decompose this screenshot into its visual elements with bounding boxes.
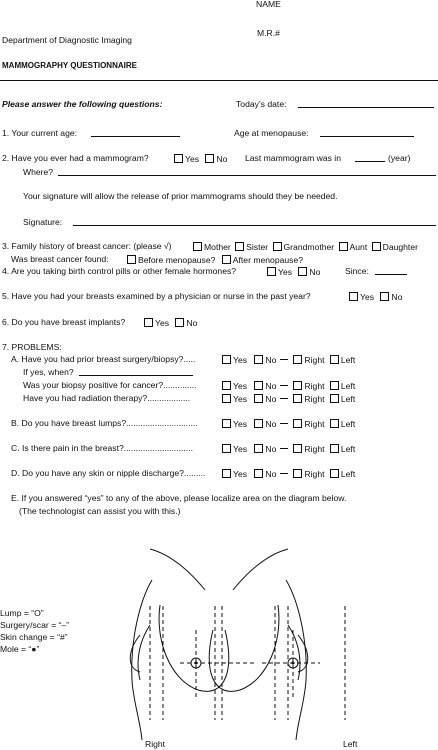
right-breast-side — [138, 625, 150, 680]
q5-options — [349, 292, 402, 302]
q7c-right-label: Right — [304, 444, 325, 454]
radiation-right-label: Right — [304, 394, 325, 404]
q5-question: 5. Have you had your breasts examined by a physician or nurse in the past year? — [2, 291, 311, 301]
q7a-yes-checkbox[interactable] — [222, 355, 231, 364]
biopsy-no-label: No — [265, 381, 277, 391]
left-breast-outline — [209, 605, 279, 691]
since-field[interactable] — [375, 274, 407, 275]
radiation-left-label: Left — [340, 394, 356, 404]
daughter-label: Daughter — [382, 242, 418, 252]
radiation-no-label: No — [265, 394, 277, 404]
q7d-right-label: Right — [304, 469, 325, 479]
name-label: NAME — [256, 0, 281, 9]
after-menopause-label: After menopause? — [232, 255, 304, 265]
q7a-question: A. Have you had prior breast surgery/biopsy?..... — [11, 354, 196, 364]
q7a-left-label: Left — [340, 355, 356, 365]
q7a-yes-label: Yes — [233, 355, 248, 365]
q4-yes-label: Yes — [278, 267, 293, 277]
q7b-question: B. Do you have breast lumps?.............................. — [11, 418, 198, 428]
radiation-left-checkbox[interactable] — [330, 394, 339, 403]
q7c-left-checkbox[interactable] — [330, 444, 339, 453]
q7d-no-checkbox[interactable] — [254, 469, 263, 478]
q5-no-label: No — [391, 292, 403, 302]
q7d-no-label: No — [265, 469, 277, 479]
todays-date-label: Today’s date: — [236, 99, 287, 109]
q7b-left-label: Left — [340, 419, 356, 429]
todays-date-field[interactable] — [298, 107, 434, 108]
left-shoulder-outline — [286, 580, 306, 740]
q7-title: 7. PROBLEMS: — [2, 342, 62, 352]
right-breast-outline — [159, 605, 229, 691]
q7c-yes-checkbox[interactable] — [222, 444, 231, 453]
q7c-question: C. Is there pain in the breast?............................. — [11, 443, 193, 453]
menopause-age-field[interactable] — [320, 136, 414, 137]
q2-no-label: No — [216, 154, 228, 164]
q4-options — [267, 267, 320, 277]
left-neck-outline — [150, 549, 205, 590]
before-menopause-label: Before menopause? — [138, 255, 216, 265]
legend-lump: Lump = “O” — [0, 608, 44, 618]
biopsy-yes-label: Yes — [233, 381, 248, 391]
q7e-note: (The technologist can assist you with this.) — [19, 506, 181, 516]
q7a-when-field[interactable] — [79, 375, 193, 376]
grandmother-checkbox[interactable] — [273, 242, 282, 251]
q7c-dash — [280, 448, 288, 449]
outer-left-breast — [298, 635, 308, 672]
radiation-right-checkbox[interactable] — [293, 394, 302, 403]
q7c-right-checkbox[interactable] — [293, 444, 302, 453]
q7b-yes-checkbox[interactable] — [222, 419, 231, 428]
menopause-options — [127, 255, 303, 265]
year-label: (year) — [388, 153, 411, 163]
mother-label: Mother — [204, 242, 231, 252]
q7b-no-checkbox[interactable] — [254, 419, 263, 428]
q7a-right-checkbox[interactable] — [293, 355, 302, 364]
title-rule — [0, 80, 438, 81]
biopsy-dash — [280, 385, 288, 386]
menopause-age-label: Age at menopause: — [234, 128, 309, 138]
before-menopause-checkbox[interactable] — [127, 255, 136, 264]
q6-no-label: No — [186, 318, 198, 328]
q7d-left-label: Left — [340, 469, 356, 479]
quadrant-lines — [150, 606, 345, 720]
q7d-options — [222, 469, 355, 479]
last-mammogram-label: Last mammogram was in — [245, 153, 341, 163]
department-title: Department of Diagnostic Imaging — [2, 35, 132, 45]
cancer-found-label: Was breast cancer found: — [11, 254, 109, 264]
q6-question: 6. Do you have breast implants? — [2, 317, 126, 327]
aunt-checkbox[interactable] — [339, 242, 348, 251]
q7d-yes-checkbox[interactable] — [222, 469, 231, 478]
mr-label: M.R.# — [257, 28, 280, 38]
where-label: Where? — [23, 167, 54, 177]
sister-checkbox[interactable] — [235, 242, 244, 251]
radiation-dash — [280, 398, 288, 399]
q7b-right-label: Right — [304, 419, 325, 429]
right-shoulder-outline — [132, 580, 152, 740]
q6-yes-checkbox[interactable] — [144, 318, 153, 327]
q7a-options — [222, 355, 355, 365]
biopsy-right-checkbox[interactable] — [293, 381, 302, 390]
q3-question: 3. Family history of breast cancer: (please √) — [2, 241, 172, 251]
q2-yes-checkbox[interactable] — [174, 154, 183, 163]
right-nipple — [191, 658, 201, 668]
q7a-radiation-question: Have you had radiation therapy?.................. — [23, 393, 191, 403]
since-label: Since: — [345, 266, 369, 276]
q5-yes-checkbox[interactable] — [349, 292, 358, 301]
outer-right-breast — [130, 635, 140, 672]
q7b-right-checkbox[interactable] — [293, 419, 302, 428]
left-breast-side — [288, 625, 300, 680]
right-neck-outline — [233, 549, 288, 590]
q7a-left-checkbox[interactable] — [330, 355, 339, 364]
q7b-dash — [280, 423, 288, 424]
q6-no-checkbox[interactable] — [175, 318, 184, 327]
sister-label: Sister — [246, 242, 269, 252]
legend-mole: Mole = “●” — [0, 644, 40, 654]
q7c-no-label: No — [265, 444, 277, 454]
family-history-options — [193, 242, 418, 252]
q7c-yes-label: Yes — [233, 444, 248, 454]
signature-label: Signature: — [23, 217, 63, 227]
biopsy-no-checkbox[interactable] — [254, 381, 263, 390]
left-nipple — [288, 658, 298, 668]
q7d-right-checkbox[interactable] — [293, 469, 302, 478]
current-age-field[interactable] — [91, 136, 180, 137]
q7b-left-checkbox[interactable] — [330, 419, 339, 428]
q4-question: 4. Are you taking birth control pills or other female hormones? — [2, 266, 237, 276]
q5-yes-label: Yes — [360, 292, 375, 302]
biopsy-right-label: Right — [304, 381, 325, 391]
q7d-question: D. Do you have any skin or nipple discharge?......... — [11, 468, 206, 478]
current-age-label: 1. Your current age: — [2, 128, 78, 138]
q7b-no-label: No — [265, 419, 277, 429]
q2-no-checkbox[interactable] — [205, 154, 214, 163]
instruction-text: Please answer the following questions: — [2, 99, 163, 109]
q4-no-label: No — [309, 267, 321, 277]
q4-yes-checkbox[interactable] — [267, 267, 276, 276]
q7b-yes-label: Yes — [233, 419, 248, 429]
q5-no-checkbox[interactable] — [380, 292, 389, 301]
q7c-left-label: Left — [340, 444, 356, 454]
q7a-dash — [280, 359, 288, 360]
q7c-options — [222, 444, 355, 454]
q7a-biopsy-options — [222, 381, 355, 391]
q7a-no-checkbox[interactable] — [254, 355, 263, 364]
legend-skin: Skin change = “#” — [0, 632, 68, 642]
radiation-no-checkbox[interactable] — [254, 394, 263, 403]
q6-yes-label: Yes — [155, 318, 170, 328]
daughter-checkbox[interactable] — [372, 242, 381, 251]
q7a-right-label: Right — [304, 355, 325, 365]
aunt-label: Aunt — [349, 242, 368, 252]
form-title: MAMMOGRAPHY QUESTIONNAIRE — [2, 61, 137, 70]
q7d-yes-label: Yes — [233, 469, 248, 479]
signature-field[interactable] — [73, 225, 436, 226]
mother-checkbox[interactable] — [193, 242, 202, 251]
q7c-no-checkbox[interactable] — [254, 444, 263, 453]
q7e-instruction: E. If you answered “yes” to any of the above, please localize area on the diagram below. — [11, 493, 347, 503]
diagram-left-label: Left — [343, 739, 358, 749]
q2-question: 2. Have you ever had a mammogram? — [2, 153, 149, 163]
legend-surgery: Surgery/scar = “–” — [0, 620, 70, 630]
grandmother-label: Grandmother — [283, 242, 335, 252]
q7a-no-label: No — [265, 355, 277, 365]
radiation-yes-checkbox[interactable] — [222, 394, 231, 403]
q7b-options — [222, 419, 355, 429]
diagram-right-label: Right — [145, 739, 166, 749]
biopsy-yes-checkbox[interactable] — [222, 381, 231, 390]
q4-no-checkbox[interactable] — [298, 267, 307, 276]
after-menopause-checkbox[interactable] — [222, 255, 231, 264]
q7d-left-checkbox[interactable] — [330, 469, 339, 478]
where-field[interactable] — [58, 175, 436, 176]
q7a-biopsy-question: Was your biopsy positive for cancer?.............. — [23, 380, 197, 390]
q2-yes-label: Yes — [185, 154, 200, 164]
q7a-when-label: If yes, when? — [23, 367, 74, 377]
radiation-yes-label: Yes — [233, 394, 248, 404]
q6-options — [144, 318, 197, 328]
q2-options — [174, 154, 227, 164]
biopsy-left-checkbox[interactable] — [330, 381, 339, 390]
q7a-radiation-options — [222, 394, 355, 404]
last-mammogram-year-field[interactable] — [355, 161, 385, 162]
q7d-dash — [280, 473, 288, 474]
signature-note: Your signature will allow the release of prior mammograms should they be needed. — [23, 191, 338, 201]
biopsy-left-label: Left — [340, 381, 356, 391]
